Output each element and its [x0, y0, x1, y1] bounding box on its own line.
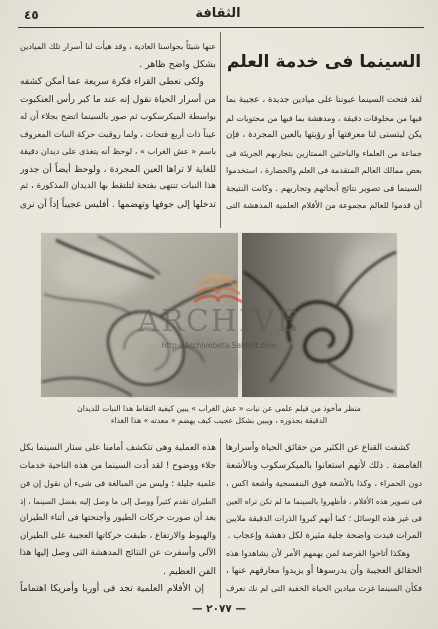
text-line: فيها من مخلوقات دقيقة ، ومدهشة بما فيها من محتويات لم [226, 113, 422, 123]
text-line: وهكذا أتاحوا الفرصة لمن يهمهم الأمر لأن يشاهدوا هذه [226, 548, 410, 558]
text-line: السينما فى تصوير نتائج أبحاثهم وتجاربهم . وكانت النتيجة [226, 182, 422, 193]
column-divider-bottom [220, 438, 221, 598]
text-line: عنها شيئاً بحواسنا العادية ، وقد هيأت لنا أسرار تلك الميادين [20, 42, 216, 51]
text-line: فى تصوير هذه الأفلام ، فأظهروا بالسينما ما لم تكن تراه العين [226, 496, 422, 506]
text-line: من أسرار الحياة نقول إنه عند ما كبر رأس العنكبوت [20, 93, 216, 105]
text-line: عيناً ذات أربع فتحات ، ولما روقبت حركة النبات المعروف [20, 128, 216, 139]
text-line: إن الأفلام العلمية تجد فى أوربا وأمريكا اهتماماً [20, 583, 204, 594]
article-title: السينما فى خدمة العلم [226, 52, 422, 72]
column-divider-top [220, 32, 221, 228]
archive-logo-stripe [196, 288, 240, 294]
text-line: يكن ليتسنى لنا معرفتها أو رؤيتها بالعين المجردة ، فإن [226, 130, 422, 140]
text-line: الحقائق العجيبة وأن يدرسوها أو يزيدوا معارفهم عنها ، [226, 565, 422, 576]
page-number: ٤٥ [24, 8, 39, 22]
text-line: بشكل واضح ظاهر . [139, 58, 216, 70]
archive-logo-stripe [203, 275, 233, 279]
text-line: بعد أن صورت حركات الطيور وأجنحتها فى أثناء الطيران [20, 513, 216, 523]
figure-caption-line: الدقيقة بجذوره ، ويبين بشكل عجيب كيف يهضم « معدته » هذا الغذاء [110, 416, 328, 425]
text-line: بواسطة الميكرسكوب ثم صور بالسينما اتضح بجلاء أن له [20, 111, 216, 121]
watermark-text: ARCHIVE [137, 304, 301, 339]
text-line: بعض ممالك العالم المتقدمة فى العلم والحضارة ، استخدموا [226, 166, 422, 175]
text-line: كشفت القناع عن الكثير من حقائق الحياة وأسرارها [226, 443, 410, 453]
text-line: علمية جليلة ؛ وليس من المبالغة فى شىء أن نقول إن فن [20, 478, 216, 488]
text-line: المرات فبدت واضحة جلية مثيرة لكل دهشة وإعجاب . [227, 530, 422, 541]
column-top-left [20, 38, 216, 213]
figure-caption-line: منظر مأخوذ من فيلم علمى عن نبات « عش الغراب » يبين كيفية التقاط هذا النبات للديدان [77, 404, 361, 413]
text-line: والهبوط والارتفاع ، طبقت حركاتها العجيبة على الطيران [20, 530, 216, 541]
text-line: أن قدموا للعالم مجموعة من الأفلام العلمية المدهشة التى [226, 200, 422, 210]
text-line: الآلى وأسفرت عن النتائج المدهشة التى وصل إليها هذا [20, 548, 216, 558]
text-line: جماعة من العلماء والباحثين الممتازين بتجاربهم الجريئة فى [226, 148, 422, 158]
text-line: باسم « عش الغراب » ، لوحظ أنه يتغذى على ديدان دقيقة [20, 146, 216, 156]
archive-logo [190, 272, 246, 308]
header-rule [18, 27, 424, 28]
text-line: الغامضة . ذلك لأنهم استعانوا بالميكرسكوب وبالأشعة [226, 460, 422, 471]
text-line: دون الحمراء ، وكذا بالأشعة فوق البنفسجية وأشعة اكس ، [226, 478, 422, 488]
text-line: فكأن السينما غزت ميادين الحياة الخفية التى لم نك نعرف [226, 583, 422, 593]
footer-page-number: — ٢٠٧٧ — [192, 603, 246, 615]
text-line: هذا النبات تنتهى بفتحة لتلتقط بها الديدان المذكورة ، ثم [20, 181, 216, 191]
column-top-right [226, 37, 422, 215]
magazine-title: الثقافة [195, 6, 241, 21]
text-line: جلاء ووضوح ! لقد أدت السينما من هذه الناحية خدمات [20, 460, 216, 471]
text-line: ولكى نعطى القراء فكرة سريعة عما أمكن كشفه [20, 76, 204, 87]
text-line: الفن العظيم . [162, 565, 216, 577]
text-line: لقد فتحت السينما عيوننا على ميادين جديدة ، عجيبة بما [226, 95, 422, 105]
text-line: الطيران تقدم كثيراً ووصل إلى ما وصل إليه بفضل السينما ، إذ [20, 496, 216, 506]
column-bottom-left [20, 440, 216, 598]
archive-logo-stripe [199, 281, 237, 286]
text-line: للغاية لا تراها العين المجردة ، ولوحظ أيضاً أن جذور [20, 163, 216, 175]
watermark-url: http://Archivebeta.Sakhrit.com [161, 341, 277, 350]
text-line: تدخلها إلى جوفها وتهضمها . أفليس عجيباً إذاً أن نرى [20, 198, 216, 210]
column-bottom-right [226, 440, 422, 598]
text-line: فى غير هذه الوسائل ؛ كما أنهم كبروا الذرات الدقيقة ملايين [226, 514, 422, 523]
archive-logo-stripe [194, 296, 242, 302]
text-line: هذه العملية وهى تتكشف أمامنا على ستار السينما بكل [20, 443, 216, 453]
